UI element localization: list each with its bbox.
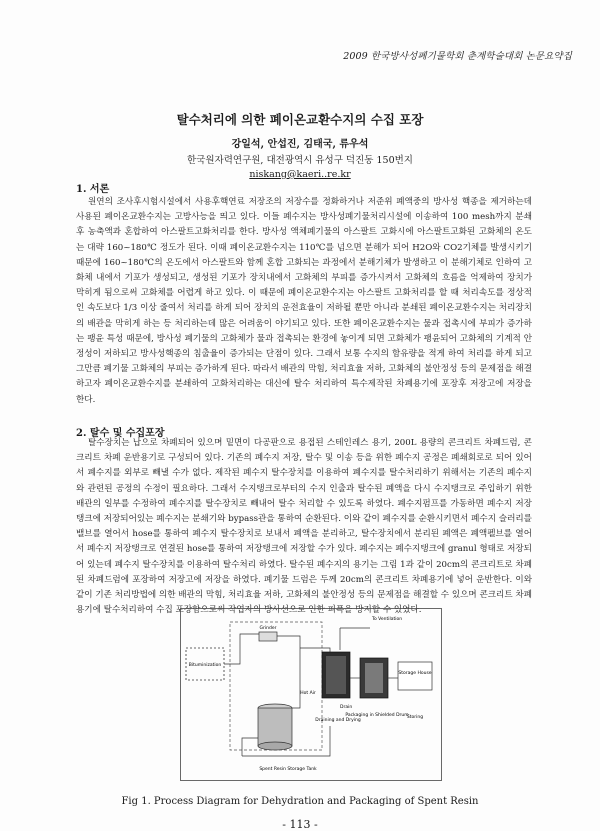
ventilation-label: To Ventilation — [372, 617, 403, 622]
process-diagram — [180, 608, 442, 781]
tank-label: Spent Resin Storage Tank — [259, 767, 317, 772]
dehydration-paragraph: 탈수장치는 납으로 차폐되어 있으며 밑면이 다공판으로 용접된 스테인레스 용기, 200L 용량의 콘크리트 차폐드럼, 콘크리트 차폐 운반용기로 구성되어 있다. 기존의 폐수지 저장, 탈수 및 이송 등을 위한 폐수지 공정은 폐쇄회로로 되어 있어서 폐수지를 외부로 빼낼 수가 없다. 제작된 폐수지 탈수장치를 이용하여 폐수지를 탈수처리하기 위해서는 기존의 폐수지와 관련된 공정의 수정이 필요하다. 그래서 수지탱크로부터의 수지 인출과 탈수된 폐액을 다시 수지탱크로 주입하기 위한 배관의 일부를 수정하여 폐수지를 탈수장치로 빼내어 탈수 처리할 수 있도록 하였다. 폐수지펌프를 가동하면 폐수지 저장탱크에 저장되어있는 폐수지는 분쇄기와 bypass관을 통하여 순환된다. 이와 같이 폐수지를 순환시키면서 폐수지 슬러리를 밸브를 열어서 hose를 통하여 폐수지 탈수장치로 보내서 폐액을 분리하고, 탈수장치에서 분리된 폐액은 폐액펠브를 열어서 폐수지 저장탱크로 연결된 hose를 통하여 저장탱크에 저장할 수가 있다. 폐수지는 폐수지탱크에 granul 형태로 저장되어 있는데 폐수지 탈수장치를 이용하여 탈수처리 하였다. 탈수된 폐수지의 용기는 그림 1과 같이 20cm의 콘크리트로 차폐된 차폐드럼에 포장하여 저장고에 저장을 하였다. 폐기물 드럼은 두께 20cm의 콘크리트 차폐용기에 넣어 운반한다. 이와 같이 기존 처리방법에 의한 배관의 막힘, 처리효율 저하, 고화체의 불안정성 등의 문제점을 해결할 수 있으며 콘크리트 차폐용기에 탈수처리하여 수집 포장함으로써 작업자의 방사선으로 인한 피폭을 방지할 수 있었다. — [76, 438, 532, 616]
bituminization-label: Bituminization — [188, 663, 222, 668]
page-number: - 113 - — [282, 818, 318, 831]
drain-label: Drain — [340, 705, 353, 710]
storage-house-label: Storage House — [398, 671, 432, 676]
affiliation: 한국원자력연구원, 대전광역시 유성구 덕진동 150번지 — [187, 155, 413, 166]
storage-house-box — [398, 662, 432, 690]
pipe-tank-pump — [242, 738, 258, 756]
paper-title: 탈수처리에 의한 폐이온교환수지의 수집 포장 — [176, 112, 424, 127]
shielded-drum-inner — [365, 663, 383, 693]
section-body-intro — [76, 195, 532, 408]
process-diagram-svg — [180, 608, 442, 781]
grinder-label: Grinder — [259, 626, 277, 631]
draining-label: Draining and Drying — [315, 718, 361, 723]
tank-body — [258, 708, 292, 746]
email-link[interactable]: niskang@kaeri..re.kr — [249, 169, 351, 180]
section-heading-dehydration: 2. 탈수 및 수집포장 — [76, 428, 165, 439]
section-heading-intro: 1. 서론 — [76, 184, 110, 195]
packaging-label: Packaging in Shielded Drum — [345, 713, 409, 718]
conference-header: 2009 한국방사성폐기물학회 춘계학술대회 논문요약집 — [343, 51, 572, 62]
figure-caption: Fig 1. Process Diagram for Dehydration and Packaging of Spent Resin — [121, 796, 479, 807]
storing-label: Storing — [406, 715, 424, 720]
authors: 강일석, 안섭진, 김태국, 류우석 — [231, 139, 369, 150]
intro-paragraph: 원연의 조사후시험시설에서 사용후핵연료 저장조의 저장수를 정화하거나 저준위 폐액중의 방사성 핵종을 제거하는데 사용된 폐이온교환수지는 고방사능을 띄고 있다. 이들 폐수지는 방사성폐기물처리시설에 이송하여 100 mesh까지 분쇄 후 농축액과 혼합하여 아스팔트고화처리를 한다. 방사성 액체폐기물의 아스팔트 고화시에 아스팔트고화된 고화체의 온도는 대략 160~180℃ 정도가 된다. 이때 폐이온교환수지는 110℃를 넘으면 분해가 되어 H2O와 CO2기체를 발생시키기 때문에 160~180℃의 온도에서 아스팔트와 함께 혼합 고화되는 과정에서 분해기체가 발생하고 이 분해기체로 인하여 고화체 내에서 기포가 생성되고, 생성된 기포가 장치내에서 고화체의 부피를 증가시켜서 고화체의 흐름을 억제하여 장치가 막히게 됨으로써 고화체를 어렵게 하고 있다. 이 때문에 폐이온교환수지는 아스팔트 고화처리를 할 때 처리속도를 정상적인 속도보다 1/3 이상 줄여서 처리를 하게 되어 장치의 운전효율이 저하될 뿐만 아니라 분쇄된 폐이온교환수지는 처리장치의 배관을 막히게 하는 등 처리하는데 많은 어려움이 야기되고 있다. 또한 폐이온교환수지는 물과 접촉시에 부피가 증가하는 팽윤 특성 때문에, 방사성 폐기물의 고화체가 물과 접촉되는 환경에 놓이게 되면 고화체가 팽윤되어 고화체의 기계적 안정성이 저하되고 방사성핵종의 침출율이 증가되는 단점이 있다. 그래서 보통 수지의 함유량을 적게 하여 처리를 하게 되고 그만큼 폐기물 고화체의 부피는 증가하게 된다. 따라서 배관의 막힘, 처리효율 저하, 고화체의 불안정성 등의 문제점을 해결하고자 폐이온교환수지를 분쇄하여 고화처리하는 대신에 탈수 처리하여 특수제작된 차폐용기에 포장후 저장고에 저장을 한다. — [76, 197, 532, 405]
pipe-bit-grinder — [224, 634, 259, 664]
pipe-to-dryer — [300, 648, 330, 652]
grinder-box — [259, 632, 277, 641]
tank-bottom — [258, 742, 292, 750]
email[interactable] — [0, 169, 600, 180]
pipe-grinder-tank — [277, 636, 300, 708]
section-body-dehydration — [76, 436, 532, 618]
hot-air-label: Hot Air — [300, 691, 316, 696]
drying-vessel-inner — [326, 656, 346, 694]
